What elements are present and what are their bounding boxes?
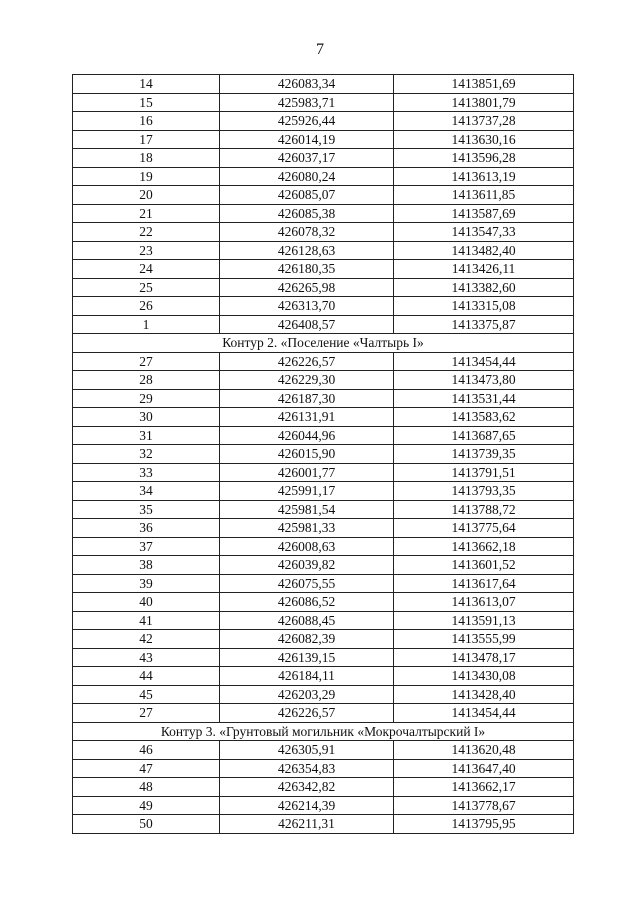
x-coordinate-cell: 426080,24 <box>220 167 394 186</box>
y-coordinate-cell: 1413428,40 <box>394 685 574 704</box>
point-number-cell: 28 <box>73 371 220 390</box>
y-coordinate-cell: 1413791,51 <box>394 463 574 482</box>
x-coordinate-cell: 426039,82 <box>220 556 394 575</box>
point-number-cell: 39 <box>73 574 220 593</box>
point-number-cell: 37 <box>73 537 220 556</box>
x-coordinate-cell: 426001,77 <box>220 463 394 482</box>
table-row <box>73 371 574 390</box>
table-row <box>73 426 574 445</box>
point-number-cell: 19 <box>73 167 220 186</box>
point-number-cell: 36 <box>73 519 220 538</box>
y-coordinate-cell: 1413793,35 <box>394 482 574 501</box>
y-coordinate-cell: 1413739,35 <box>394 445 574 464</box>
point-number-cell: 46 <box>73 741 220 760</box>
table-row <box>73 815 574 834</box>
table-row <box>73 260 574 279</box>
table-row <box>73 630 574 649</box>
table-row <box>73 408 574 427</box>
x-coordinate-cell: 426214,39 <box>220 796 394 815</box>
x-coordinate-cell: 426014,19 <box>220 130 394 149</box>
x-coordinate-cell: 426085,07 <box>220 186 394 205</box>
x-coordinate-cell: 426139,15 <box>220 648 394 667</box>
y-coordinate-cell: 1413617,64 <box>394 574 574 593</box>
x-coordinate-cell: 426408,57 <box>220 315 394 334</box>
table-row <box>73 685 574 704</box>
y-coordinate-cell: 1413662,18 <box>394 537 574 556</box>
table-row <box>73 389 574 408</box>
y-coordinate-cell: 1413647,40 <box>394 759 574 778</box>
table-row <box>73 315 574 334</box>
table-row <box>73 574 574 593</box>
x-coordinate-cell: 426083,34 <box>220 75 394 94</box>
x-coordinate-cell: 425981,33 <box>220 519 394 538</box>
x-coordinate-cell: 426075,55 <box>220 574 394 593</box>
y-coordinate-cell: 1413375,87 <box>394 315 574 334</box>
table-row <box>73 519 574 538</box>
point-number-cell: 47 <box>73 759 220 778</box>
point-number-cell: 24 <box>73 260 220 279</box>
table-row <box>73 704 574 723</box>
y-coordinate-cell: 1413795,95 <box>394 815 574 834</box>
x-coordinate-cell: 426180,35 <box>220 260 394 279</box>
point-number-cell: 31 <box>73 426 220 445</box>
point-number-cell: 27 <box>73 352 220 371</box>
x-coordinate-cell: 426305,91 <box>220 741 394 760</box>
x-coordinate-cell: 426015,90 <box>220 445 394 464</box>
table-row <box>73 537 574 556</box>
point-number-cell: 27 <box>73 704 220 723</box>
y-coordinate-cell: 1413613,07 <box>394 593 574 612</box>
point-number-cell: 1 <box>73 315 220 334</box>
y-coordinate-cell: 1413426,11 <box>394 260 574 279</box>
y-coordinate-cell: 1413687,65 <box>394 426 574 445</box>
x-coordinate-cell: 426086,52 <box>220 593 394 612</box>
section-title: Контур 2. «Поселение «Чалтырь I» <box>73 334 574 353</box>
table-row <box>73 278 574 297</box>
x-coordinate-cell: 425926,44 <box>220 112 394 131</box>
point-number-cell: 18 <box>73 149 220 168</box>
x-coordinate-cell: 426044,96 <box>220 426 394 445</box>
table-row <box>73 482 574 501</box>
x-coordinate-cell: 426187,30 <box>220 389 394 408</box>
x-coordinate-cell: 426131,91 <box>220 408 394 427</box>
table-row <box>73 93 574 112</box>
x-coordinate-cell: 426078,32 <box>220 223 394 242</box>
point-number-cell: 21 <box>73 204 220 223</box>
table-row <box>73 667 574 686</box>
y-coordinate-cell: 1413583,62 <box>394 408 574 427</box>
point-number-cell: 44 <box>73 667 220 686</box>
point-number-cell: 43 <box>73 648 220 667</box>
x-coordinate-cell: 426085,38 <box>220 204 394 223</box>
point-number-cell: 17 <box>73 130 220 149</box>
table-row <box>73 112 574 131</box>
y-coordinate-cell: 1413737,28 <box>394 112 574 131</box>
x-coordinate-cell: 426265,98 <box>220 278 394 297</box>
table-row <box>73 167 574 186</box>
x-coordinate-cell: 426203,29 <box>220 685 394 704</box>
section-title: Контур 3. «Грунтовый могильник «Мокрочалтырский I» <box>73 722 574 741</box>
table-row <box>73 186 574 205</box>
coordinates-table-body <box>73 75 574 834</box>
y-coordinate-cell: 1413587,69 <box>394 204 574 223</box>
x-coordinate-cell: 426229,30 <box>220 371 394 390</box>
point-number-cell: 22 <box>73 223 220 242</box>
y-coordinate-cell: 1413778,67 <box>394 796 574 815</box>
y-coordinate-cell: 1413531,44 <box>394 389 574 408</box>
point-number-cell: 33 <box>73 463 220 482</box>
x-coordinate-cell: 426226,57 <box>220 352 394 371</box>
y-coordinate-cell: 1413662,17 <box>394 778 574 797</box>
y-coordinate-cell: 1413788,72 <box>394 500 574 519</box>
point-number-cell: 35 <box>73 500 220 519</box>
y-coordinate-cell: 1413775,64 <box>394 519 574 538</box>
table-row <box>73 611 574 630</box>
y-coordinate-cell: 1413613,19 <box>394 167 574 186</box>
table-row <box>73 352 574 371</box>
table-row <box>73 759 574 778</box>
y-coordinate-cell: 1413547,33 <box>394 223 574 242</box>
point-number-cell: 32 <box>73 445 220 464</box>
y-coordinate-cell: 1413473,80 <box>394 371 574 390</box>
table-row <box>73 223 574 242</box>
table-row <box>73 778 574 797</box>
table-row <box>73 130 574 149</box>
point-number-cell: 50 <box>73 815 220 834</box>
x-coordinate-cell: 425991,17 <box>220 482 394 501</box>
point-number-cell: 26 <box>73 297 220 316</box>
point-number-cell: 30 <box>73 408 220 427</box>
x-coordinate-cell: 426354,83 <box>220 759 394 778</box>
point-number-cell: 34 <box>73 482 220 501</box>
table-row <box>73 556 574 575</box>
coordinates-table <box>72 74 574 834</box>
point-number-cell: 20 <box>73 186 220 205</box>
x-coordinate-cell: 426342,82 <box>220 778 394 797</box>
x-coordinate-cell: 426088,45 <box>220 611 394 630</box>
point-number-cell: 48 <box>73 778 220 797</box>
table-row <box>73 500 574 519</box>
table-row <box>73 204 574 223</box>
table-row <box>73 593 574 612</box>
point-number-cell: 23 <box>73 241 220 260</box>
y-coordinate-cell: 1413555,99 <box>394 630 574 649</box>
y-coordinate-cell: 1413801,79 <box>394 93 574 112</box>
y-coordinate-cell: 1413315,08 <box>394 297 574 316</box>
x-coordinate-cell: 425983,71 <box>220 93 394 112</box>
y-coordinate-cell: 1413630,16 <box>394 130 574 149</box>
x-coordinate-cell: 426211,31 <box>220 815 394 834</box>
y-coordinate-cell: 1413596,28 <box>394 149 574 168</box>
point-number-cell: 49 <box>73 796 220 815</box>
y-coordinate-cell: 1413611,85 <box>394 186 574 205</box>
x-coordinate-cell: 426037,17 <box>220 149 394 168</box>
page-number: 7 <box>316 41 324 58</box>
y-coordinate-cell: 1413591,13 <box>394 611 574 630</box>
y-coordinate-cell: 1413482,40 <box>394 241 574 260</box>
point-number-cell: 25 <box>73 278 220 297</box>
section-header-row <box>73 722 574 741</box>
y-coordinate-cell: 1413478,17 <box>394 648 574 667</box>
x-coordinate-cell: 426128,63 <box>220 241 394 260</box>
point-number-cell: 29 <box>73 389 220 408</box>
y-coordinate-cell: 1413454,44 <box>394 704 574 723</box>
point-number-cell: 42 <box>73 630 220 649</box>
point-number-cell: 16 <box>73 112 220 131</box>
point-number-cell: 14 <box>73 75 220 94</box>
y-coordinate-cell: 1413620,48 <box>394 741 574 760</box>
y-coordinate-cell: 1413851,69 <box>394 75 574 94</box>
point-number-cell: 45 <box>73 685 220 704</box>
point-number-cell: 15 <box>73 93 220 112</box>
y-coordinate-cell: 1413454,44 <box>394 352 574 371</box>
table-row <box>73 297 574 316</box>
x-coordinate-cell: 426082,39 <box>220 630 394 649</box>
x-coordinate-cell: 425981,54 <box>220 500 394 519</box>
y-coordinate-cell: 1413382,60 <box>394 278 574 297</box>
table-row <box>73 241 574 260</box>
table-row <box>73 75 574 94</box>
x-coordinate-cell: 426184,11 <box>220 667 394 686</box>
point-number-cell: 41 <box>73 611 220 630</box>
table-row <box>73 741 574 760</box>
table-row <box>73 796 574 815</box>
x-coordinate-cell: 426226,57 <box>220 704 394 723</box>
table-row <box>73 149 574 168</box>
y-coordinate-cell: 1413430,08 <box>394 667 574 686</box>
table-row <box>73 648 574 667</box>
table-row <box>73 445 574 464</box>
point-number-cell: 38 <box>73 556 220 575</box>
x-coordinate-cell: 426313,70 <box>220 297 394 316</box>
section-header-row <box>73 334 574 353</box>
y-coordinate-cell: 1413601,52 <box>394 556 574 575</box>
x-coordinate-cell: 426008,63 <box>220 537 394 556</box>
point-number-cell: 40 <box>73 593 220 612</box>
table-row <box>73 463 574 482</box>
